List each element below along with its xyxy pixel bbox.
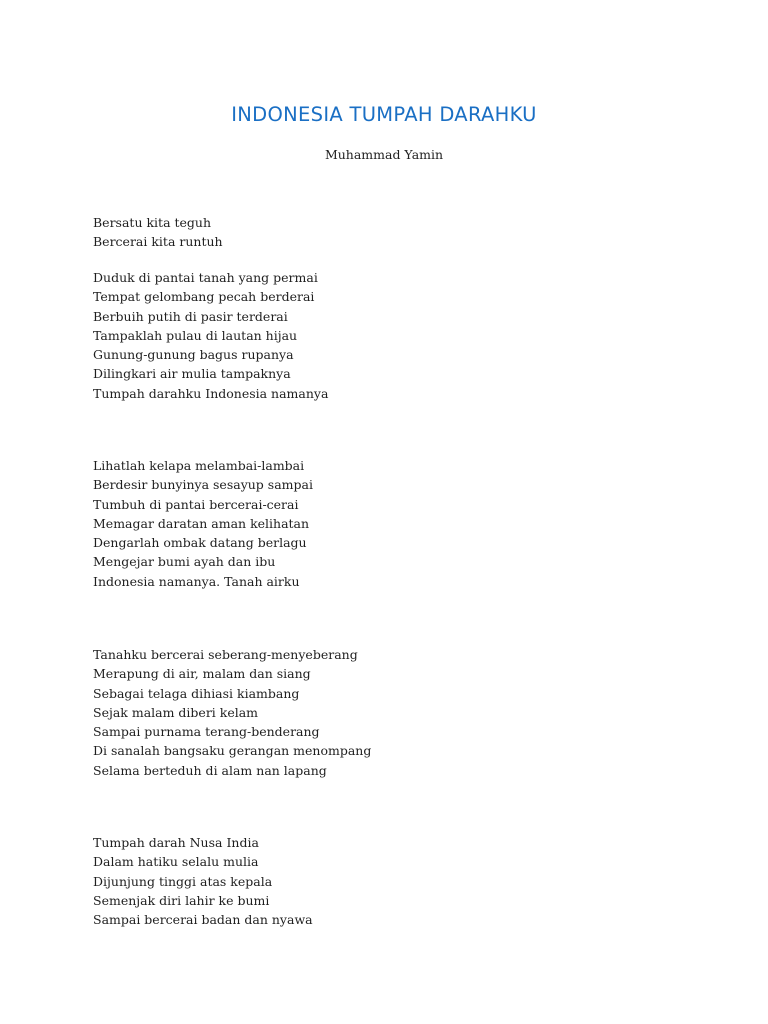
poem-line: Tumbuh di pantai bercerai-cerai [93, 496, 299, 512]
poem-line: Di sanalah bangsaku gerangan menompang [93, 743, 372, 759]
poem-line: Dijunjung tinggi atas kepala [93, 873, 273, 889]
poem-line: Sampai purnama terang-benderang [93, 724, 320, 740]
stanza-2 [93, 268, 328, 403]
poem-line: Merapung di air, malam dan siang [93, 666, 311, 682]
poem-line: Memagar daratan aman kelihatan [93, 515, 310, 531]
poem-line: Sampai bercerai badan dan nyawa [93, 912, 313, 928]
poem-line: Gunung-gunung bagus rupanya [93, 347, 294, 363]
poem-line: Semenjak diri lahir ke bumi [93, 892, 270, 908]
poem-line: Tumpah darahku Indonesia namanya [93, 385, 329, 401]
poem-line: Bersatu kita teguh [93, 215, 212, 230]
poem-line: Sejak malam diberi kelam [93, 704, 259, 720]
stanza-1 [93, 213, 223, 252]
poem-line: Tempat gelombang pecah berderai [93, 289, 315, 305]
poem-line: Dengarlah ombak datang berlagu [93, 535, 307, 551]
poem-line: Sebagai telaga dihiasi kiambang [93, 685, 300, 701]
stanza-3 [93, 456, 313, 591]
poem-line: Duduk di pantai tanah yang permai [93, 270, 318, 285]
poem-line: Bercerai kita runtuh [93, 234, 223, 250]
poem-line: Tumpah darah Nusa India [93, 835, 259, 850]
poem-line: Indonesia namanya. Tanah airku [93, 573, 300, 589]
poem-author: Muhammad Yamin [324, 147, 444, 162]
poem-line: Dalam hatiku selalu mulia [93, 854, 259, 870]
poem-line: Tanahku bercerai seberang-menyeberang [93, 647, 358, 662]
stanza-4 [93, 645, 371, 780]
poem-title: INDONESIA TUMPAH DARAHKU [231, 103, 537, 126]
poem-line: Lihatlah kelapa melambai-lambai [93, 458, 305, 473]
poem-line: Mengejar bumi ayah dan ibu [93, 554, 276, 570]
poem-line: Berdesir bunyinya sesayup sampai [93, 477, 313, 493]
poem-line: Dilingkari air mulia tampaknya [93, 366, 291, 382]
poem-line: Tampaklah pulau di lautan hijau [93, 327, 298, 343]
poem-line: Berbuih putih di pasir terderai [93, 308, 288, 324]
poem-line: Selama berteduh di alam nan lapang [93, 762, 327, 778]
stanza-5 [93, 833, 313, 929]
